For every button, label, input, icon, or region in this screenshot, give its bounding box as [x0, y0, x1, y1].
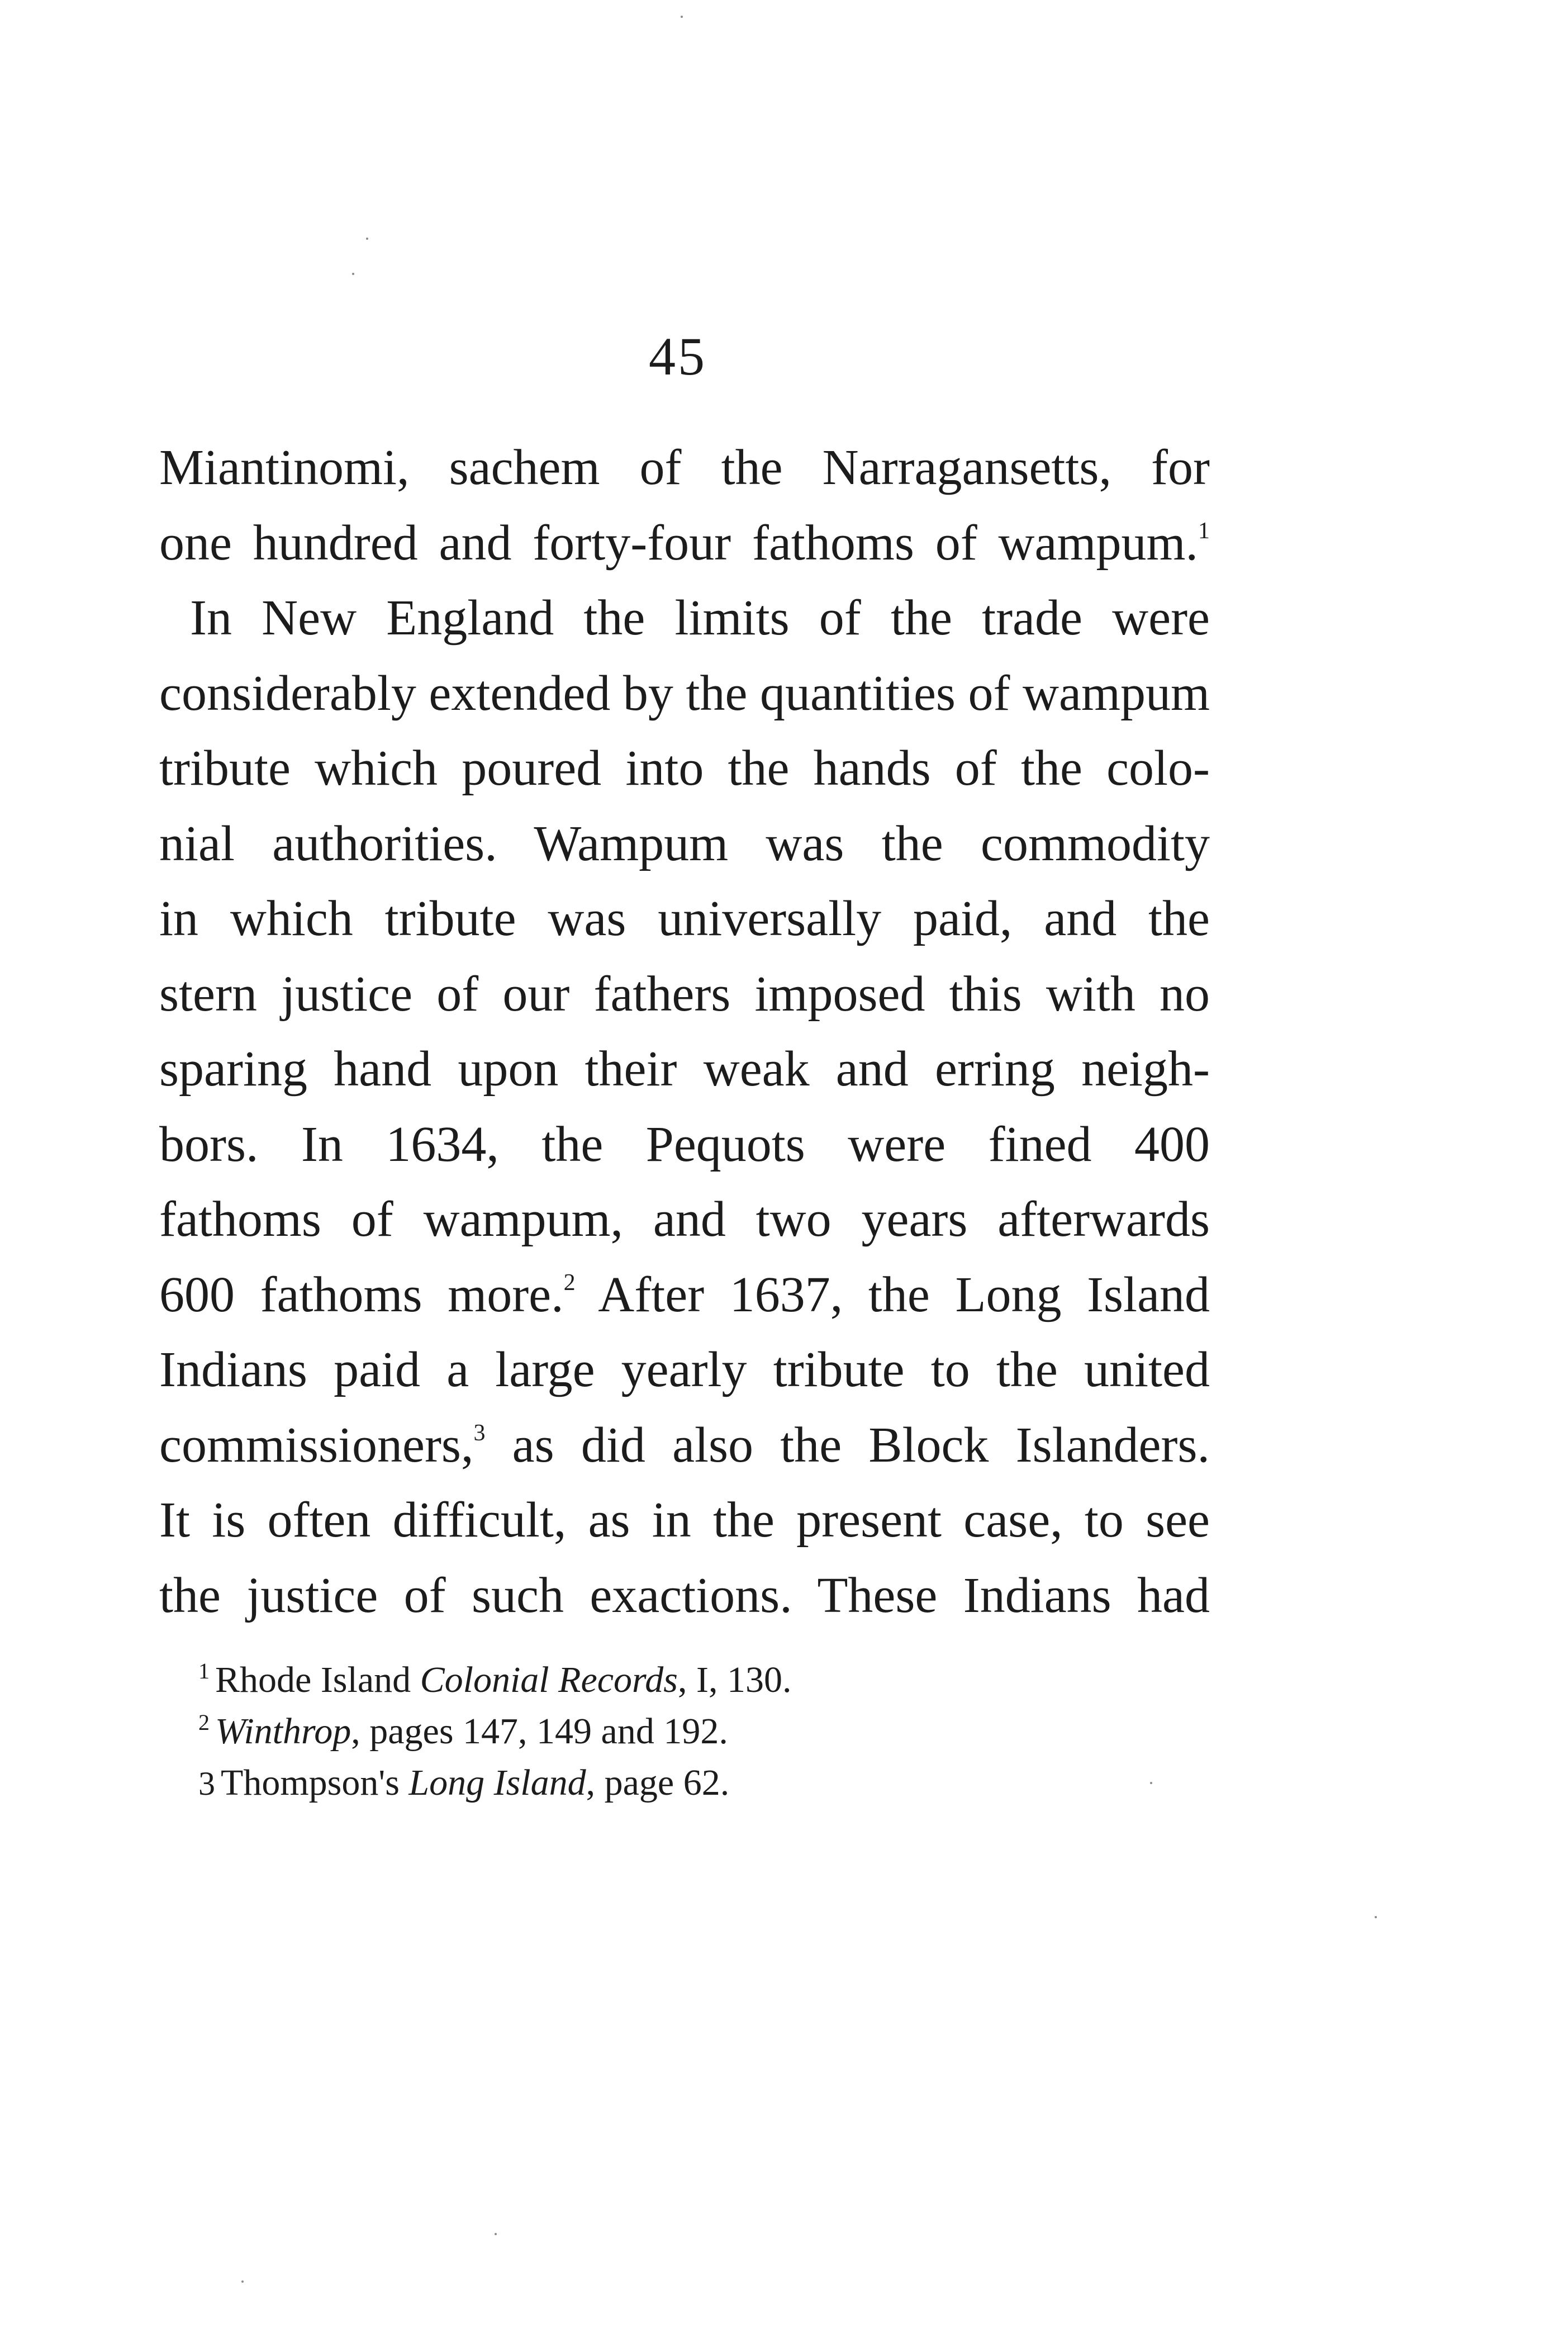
text-line: In New England the limits of the trade were — [190, 590, 1210, 646]
footnote-mark: 2 — [198, 1710, 210, 1735]
paper-speck — [1150, 1782, 1152, 1784]
footnotes — [198, 1654, 925, 1809]
text-line: stern justice of our fathers imposed this with no — [159, 966, 1210, 1022]
text-line: tribute which poured into the hands of the colo- — [159, 741, 1210, 796]
footnote-mark: 3 — [198, 1765, 215, 1802]
footnote-ref: 1 — [1198, 518, 1210, 544]
footnote-mark: 1 — [198, 1658, 210, 1684]
text-line: the justice of such exactions. These Indians had — [159, 1567, 1210, 1623]
footnote: $^1$ Rhode Island Colonial Records, I, 130. — [198, 1658, 792, 1700]
footnote: $^2$ Winthrop, pages 147, 149 and 192. — [198, 1710, 728, 1752]
paper-speck — [352, 273, 354, 275]
text-line: one hundred and forty-four fathoms of wampum.$^1$ — [159, 515, 1210, 571]
footnote-ref: 3 — [473, 1420, 486, 1446]
text-line: Miantinomi, sachem of the Narragansetts, for — [159, 440, 1210, 495]
text-line: commissioners,$^3$ as did also the Block Islanders. — [159, 1417, 1210, 1473]
paper-speck — [681, 16, 683, 18]
text-line: considerably extended by the quantities of wampum — [159, 665, 1210, 721]
text-line: in which tribute was universally paid, and the — [159, 891, 1210, 946]
footnote: 3 Thompson's Long Island, page 62. — [198, 1762, 730, 1803]
text-line: fathoms of wampum, and two years afterwards — [159, 1192, 1210, 1247]
text-line: bors. In 1634, the Pequots were fined 400 — [159, 1116, 1210, 1172]
page-number: 45 — [649, 326, 707, 386]
paper-speck — [241, 2280, 244, 2283]
body-text — [159, 430, 1210, 1633]
paper-speck — [1375, 1916, 1377, 1918]
footnote-ref: 2 — [563, 1269, 576, 1296]
text-line: Indians paid a large yearly tribute to the united — [159, 1342, 1210, 1397]
text-line: 600 fathoms more.$^2$ After 1637, the Long Island — [159, 1267, 1210, 1322]
text-line: nial authorities. Wampum was the commodity — [159, 815, 1210, 871]
text-line: It is often difficult, as in the present case, to see — [159, 1492, 1210, 1548]
text-line: sparing hand upon their weak and erring neigh- — [159, 1041, 1210, 1097]
paper-speck — [366, 238, 368, 240]
paper-speck — [495, 2233, 497, 2235]
